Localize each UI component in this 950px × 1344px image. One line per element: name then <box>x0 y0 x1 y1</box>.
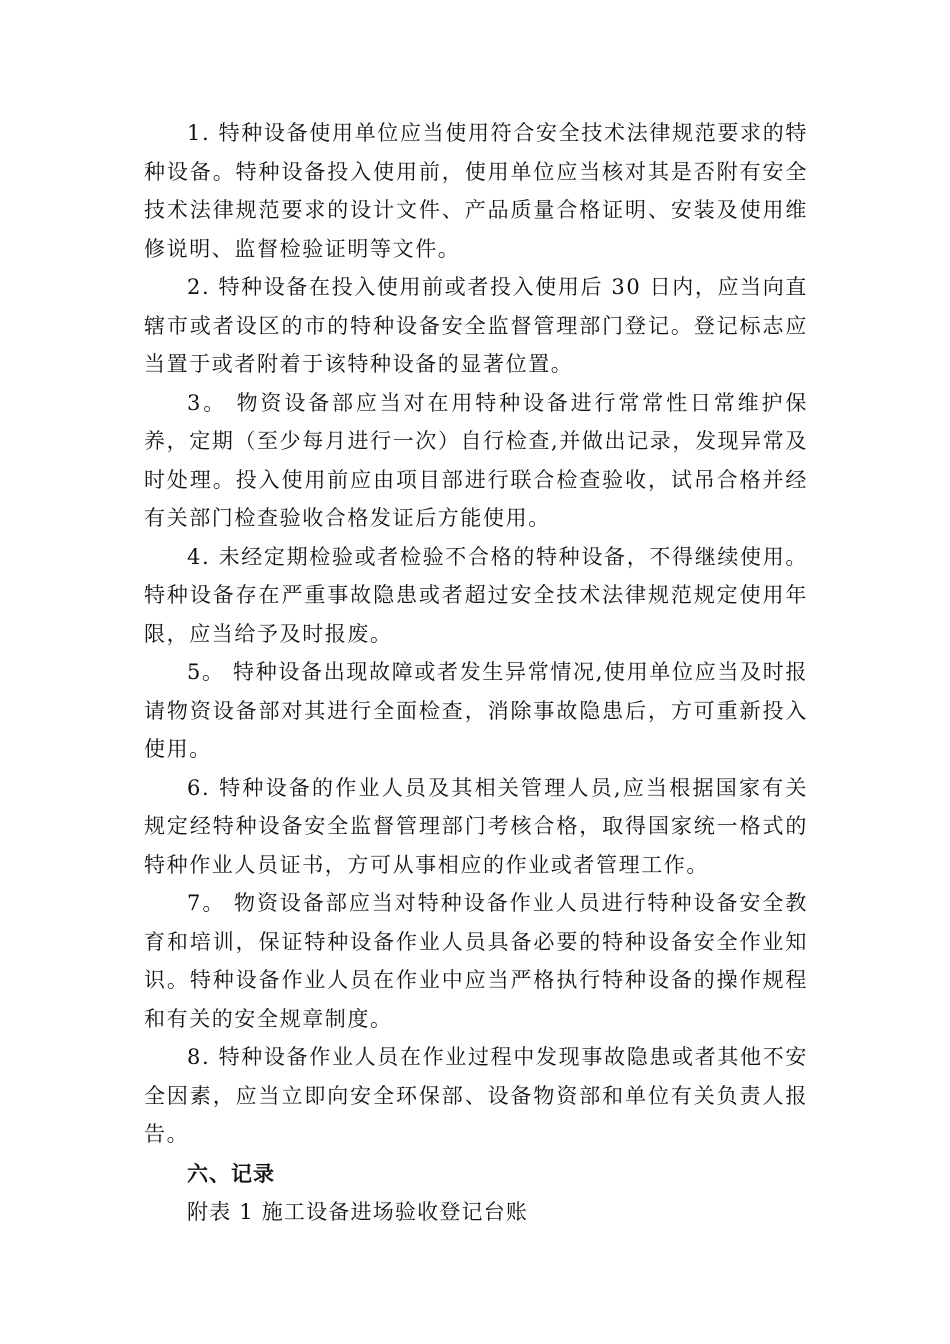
attachment-reference: 附表 1 施工设备进场验收登记台账 <box>187 1200 529 1224</box>
paragraph-4: 4. 未经定期检验或者检验不合格的特种设备，不得继续使用。特种设备存在严重事故隐患或者超过安全技术法律规范规定使用年限，应当给予及时报废。 <box>144 544 808 646</box>
paragraph-6: 6. 特种设备的作业人员及其相关管理人员,应当根据国家有关规定经特种设备安全监督管理部门考核合格，取得国家统一格式的特种作业人员证书，方可从事相应的作业或者管理工作。 <box>144 775 808 877</box>
section-heading: 六、记录 <box>187 1161 275 1186</box>
paragraph-8: 8. 特种设备作业人员在作业过程中发现事故隐患或者其他不安全因素，应当立即向安全环保部、设备物资部和单位有关负责人报告。 <box>144 1045 808 1146</box>
paragraph-1: 1. 特种设备使用单位应当使用符合安全技术法律规范要求的特种设备。特种设备投入使用前，使用单位应当核对其是否附有安全技术法律规范要求的设计文件、产品质量合格证明、安装及使用维修说明、监督检验证明等文件。 <box>144 121 808 261</box>
paragraph-3: 3。 物资设备部应当对在用特种设备进行常常性日常维护保养，定期（至少每月进行一次）自行检查,并做出记录，发现异常及时处理。投入使用前应由项目部进行联合检查验收，试吊合格并经有关部门检查验收合格发证后方能使用。 <box>144 390 808 530</box>
paragraph-5: 5。 特种设备出现故障或者发生异常情况,使用单位应当及时报请物资设备部对其进行全面检查，消除事故隐患后，方可重新投入使用。 <box>144 660 808 761</box>
paragraph-7: 7。 物资设备部应当对特种设备作业人员进行特种设备安全教育和培训，保证特种设备作业人员具备必要的特种设备安全作业知识。特种设备作业人员在作业中应当严格执行特种设备的操作规程和有关的安全规章制度。 <box>144 891 808 1031</box>
paragraph-2: 2. 特种设备在投入使用前或者投入使用后 30 日内，应当向直辖市或者设区的市的特种设备安全监督管理部门登记。登记标志应当置于或者附着于该特种设备的显著位置。 <box>144 275 808 376</box>
document-body <box>144 114 808 1232</box>
